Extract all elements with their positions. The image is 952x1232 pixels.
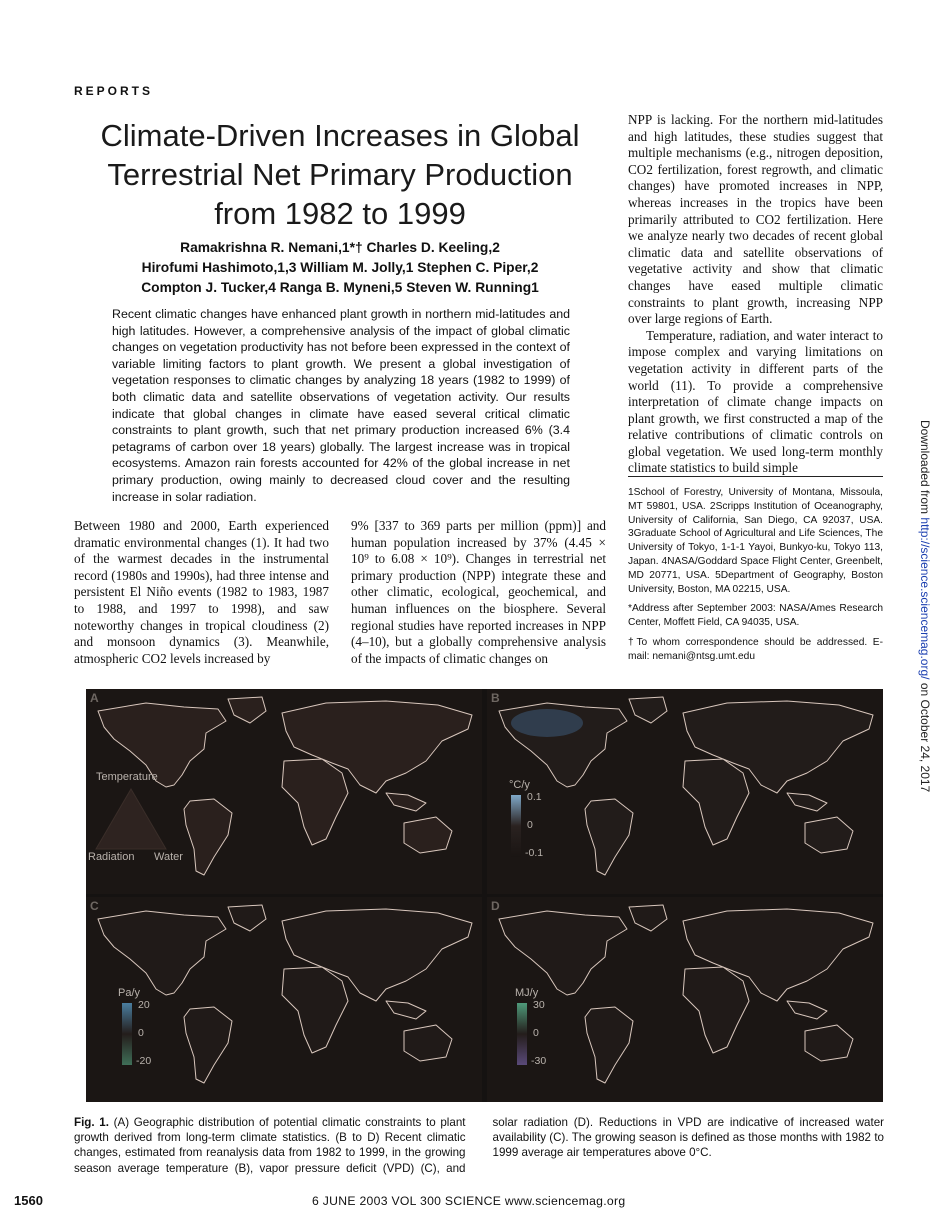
page-number: 1560 bbox=[14, 1193, 43, 1208]
landmass-south-america bbox=[184, 799, 232, 875]
body-column-middle: 9% [337 to 369 parts per million (ppm)] and human population increased by 37% (4.45 × 10⁹ to 6.08 × 10⁹). Changes in terrestrial net primary production (NPP) integrate these and other climatic, ecological, geochemical, and human influences on the biosphere. Several regional studies have reported increases in NPP (4–10), but a globally comprehensive analysis of the impacts of climatic changes on bbox=[351, 518, 606, 666]
body-column-left: Between 1980 and 2000, Earth experienced dramatic environmental changes (1). It had two of the warmest decades in the instrumental record (1980s and 1990s), had three intense and persistent El Niño events (1982 to 1983, 1987 to 1988, and 1997 to 1998), and saw noteworthy changes in tropical cloudiness (2) and monsoon dynamics (3). Meanwhile, atmospheric CO2 levels increased by bbox=[74, 518, 329, 666]
landmass-australia bbox=[404, 1025, 452, 1061]
colorbar-tick-zero: 0 bbox=[527, 819, 533, 831]
affiliation-list: 1School of Forestry, University of Montana, Missoula, MT 59801, USA. 2Scripps Institution of Oceanography, University of California, San Diego, CA 92037, USA. 3Graduate School of Agricultural and Life Sciences, The University of Tokyo, 1-1-1 Yayoi, Bunkyo-ku, Tokyo 113, Japan. 4NASA/Goddard Space Flight Center, Greenbelt, MD 20771, USA. 5Department of Geography, Boston University, Boston, MA 02215, USA. bbox=[628, 487, 883, 595]
colorbar-unit: °C/y bbox=[509, 779, 530, 791]
colorbar bbox=[511, 795, 521, 857]
triangle-label-temperature: Temperature bbox=[96, 771, 158, 783]
colorbar-tick-min: -30 bbox=[531, 1055, 547, 1067]
landmass-africa bbox=[683, 759, 749, 845]
author-line-1: Ramakrishna R. Nemani,1*† Charles D. Keeling,2 bbox=[180, 240, 500, 255]
landmass-north-america bbox=[98, 911, 226, 995]
panel-a bbox=[86, 689, 482, 894]
landmass-north-america bbox=[499, 911, 627, 995]
constraint-triangle bbox=[92, 785, 170, 853]
download-note-prefix: Downloaded from bbox=[918, 420, 932, 518]
landmass-australia bbox=[805, 1025, 853, 1061]
panel-letter: B bbox=[491, 691, 500, 705]
landmass-south-america bbox=[184, 1007, 232, 1083]
body-paragraph: NPP is lacking. For the northern mid-latitudes and high latitudes, these studies suggest that multiple mechanisms (e.g., nitrogen deposition, CO2 fertilization, forest regrowth, and climatic changes) have promoted increases in NPP, whereas increases in the tropics have been primarily attributed to CO2 fertilization. Here we analyze nearly two decades of recent global climatic data and satellite observations of vegetative activity and show that climatic changes have eased multiple climatic constraints to plant growth, increasing NPP over large regions of Earth. bbox=[628, 112, 883, 327]
landmass-southeast-asia bbox=[787, 793, 827, 811]
colorbar-tick-zero: 0 bbox=[533, 1027, 539, 1039]
panel-c bbox=[86, 897, 482, 1102]
caption-label: Fig. 1. bbox=[74, 1116, 109, 1129]
colorbar-tick-zero: 0 bbox=[138, 1027, 144, 1039]
author-line-2: Hirofumi Hashimoto,1,3 William M. Jolly,1 Stephen C. Piper,2 bbox=[141, 260, 539, 275]
download-note-suffix: on October 24, 2017 bbox=[918, 679, 932, 793]
colorbar-tick-max: 0.1 bbox=[527, 791, 542, 803]
landmass-southeast-asia bbox=[386, 793, 426, 811]
panel-letter: C bbox=[90, 899, 99, 913]
landmass-greenland bbox=[629, 697, 667, 723]
panel-letter: A bbox=[90, 691, 99, 705]
colorbar-tick-max: 30 bbox=[533, 999, 545, 1011]
landmass-africa bbox=[282, 759, 348, 845]
journal-footer: 6 JUNE 2003 VOL 300 SCIENCE www.sciencemag.org bbox=[312, 1194, 626, 1208]
colorbar bbox=[517, 1003, 527, 1065]
landmass-south-america bbox=[585, 799, 633, 875]
correspondence-note: †To whom correspondence should be addressed. E-mail: nemani@ntsg.umt.edu bbox=[628, 636, 883, 662]
colorbar-tick-min: -20 bbox=[136, 1055, 152, 1067]
landmass-south-america bbox=[585, 1007, 633, 1083]
panel-letter: D bbox=[491, 899, 500, 913]
address-note: *Address after September 2003: NASA/Ames Research Center, Moffett Field, CA 94035, USA. bbox=[628, 603, 883, 629]
affiliation-divider bbox=[628, 476, 883, 477]
download-link[interactable]: http://science.sciencemag.org/ bbox=[918, 517, 932, 680]
warming-region bbox=[511, 709, 583, 737]
body-paragraph: Temperature, radiation, and water interact to impose complex and varying limitations on vegetation activity in different parts of the world (11). To provide a comprehensive interpretation of climate change impacts on plant growth, we first constructed a map of the relative contributions of climatic controls on global vegetation. We used long-term monthly climate statistics to build simple bbox=[628, 327, 883, 476]
landmass-greenland bbox=[228, 697, 266, 723]
landmass-southeast-asia bbox=[787, 1001, 827, 1019]
landmass-australia bbox=[805, 817, 853, 853]
colorbar bbox=[122, 1003, 132, 1065]
world-map-d bbox=[487, 897, 883, 1102]
figure-caption bbox=[74, 1115, 884, 1176]
panel-d bbox=[487, 897, 883, 1102]
section-label: REPORTS bbox=[74, 84, 154, 98]
landmass-africa bbox=[282, 967, 348, 1053]
affiliations bbox=[628, 486, 883, 670]
download-note bbox=[918, 420, 932, 792]
figure-1 bbox=[86, 689, 883, 1102]
world-map-b bbox=[487, 689, 883, 894]
landmass-greenland bbox=[228, 905, 266, 931]
landmass-southeast-asia bbox=[386, 1001, 426, 1019]
colorbar-tick-max: 20 bbox=[138, 999, 150, 1011]
colorbar-tick-min: -0.1 bbox=[525, 847, 544, 859]
colorbar-unit: Pa/y bbox=[118, 987, 141, 999]
author-line-3: Compton J. Tucker,4 Ranga B. Myneni,5 Steven W. Running1 bbox=[141, 280, 539, 295]
landmass-africa bbox=[683, 967, 749, 1053]
colorbar-unit: MJ/y bbox=[515, 987, 539, 999]
caption-text: (A) Geographic distribution of potential climatic constraints to plant growth derived from long-term climate statistics. (B to D) Recent climatic changes, estimated from reanalysis data from 1982 to 1999, in the growing season average temperature (B), vapor pressure deficit (VPD) (C), and solar radiation (D). Reductions in VPD are indicative of increased water availability (C). The growing season is defined as those months with 1982 to 1999 average air temperatures above 0°C. bbox=[74, 1116, 884, 1175]
triangle-label-radiation: Radiation bbox=[88, 851, 135, 863]
landmass-greenland bbox=[629, 905, 667, 931]
author-list bbox=[100, 238, 580, 298]
landmass-australia bbox=[404, 817, 452, 853]
panel-b bbox=[487, 689, 883, 894]
body-column-right bbox=[628, 112, 883, 477]
article-title: Climate-Driven Increases in Global Terrestrial Net Primary Production from 1982 to 1999 bbox=[100, 118, 580, 231]
abstract: Recent climatic changes have enhanced plant growth in northern mid-latitudes and high latitudes. However, a comprehensive analysis of the impact of global climatic changes on vegetation productivity has not before been expressed in the context of variable limiting factors to plant growth. We present a global investigation of vegetation responses to climatic changes by analyzing 18 years (1982 to 1999) of both climatic data and satellite observations of vegetation activity. Our results indicate that global changes in climate have eased several critical climatic constraints to plant growth, such that net primary production increased 6% (3.4 petagrams of carbon over 18 years) globally. The largest increase was in tropical ecosystems. Amazon rain forests accounted for 42% of the global increase in net primary production, owing mainly to decreased cloud cover and the resulting increase in solar radiation. bbox=[112, 307, 570, 504]
triangle-label-water: Water bbox=[154, 851, 183, 863]
